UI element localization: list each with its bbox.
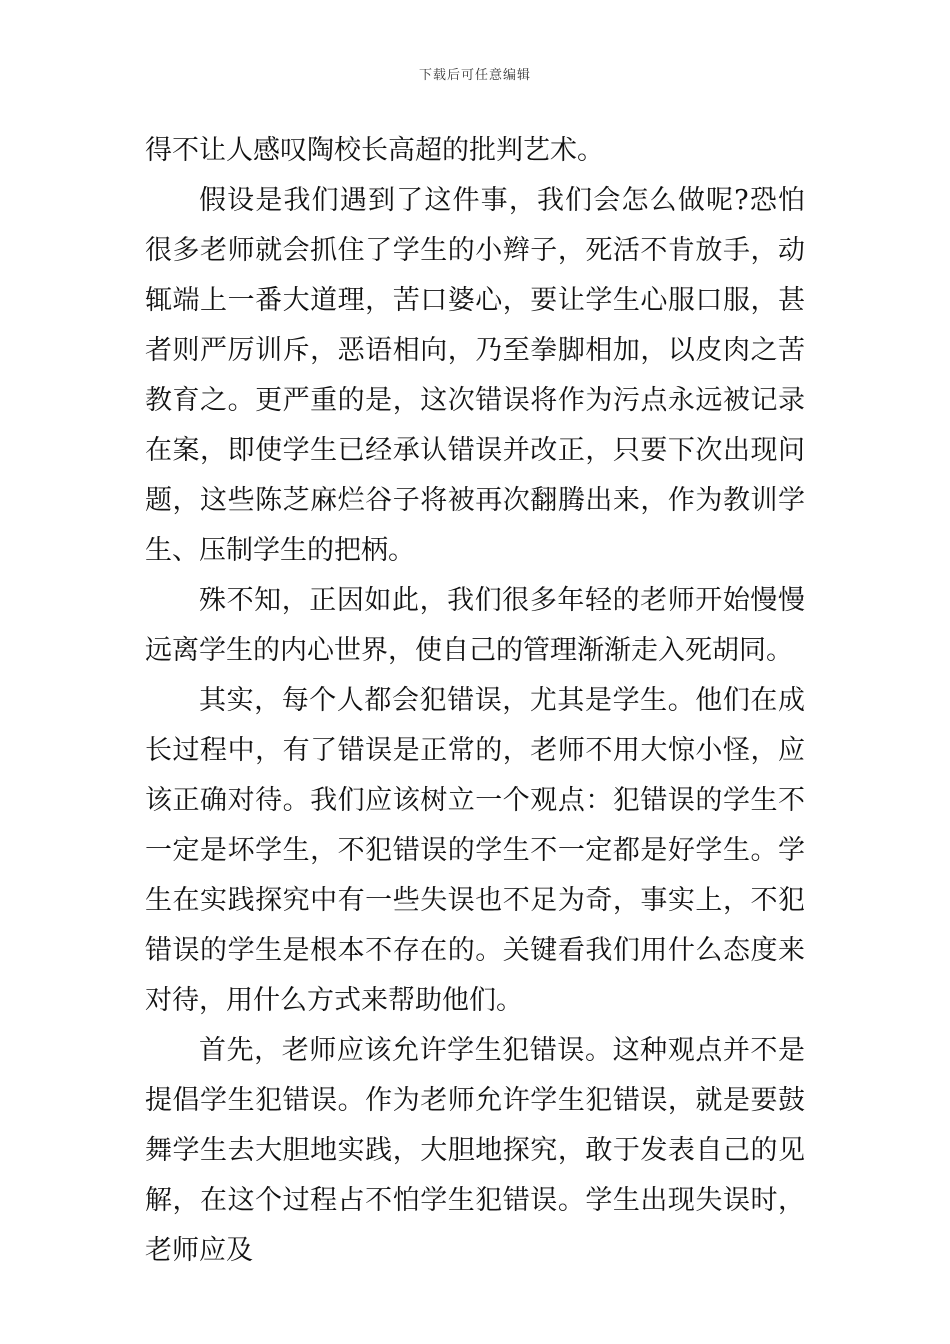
page-header-note: 下载后可任意编辑: [418, 68, 531, 83]
paragraph: 殊不知，正因如此，我们很多年轻的老师开始慢慢远离学生的内心世界，使自己的管理渐渐走入死胡同。: [145, 585, 805, 666]
paragraph: 首先，老师应该允许学生犯错误。这种观点并不是提倡学生犯错误。作为老师允许学生犯错误，就是要鼓舞学生去大胆地实践，大胆地探究，敢于发表自己的见解，在这个过程占不怕学生犯错误。学生出现失误时，老师应及: [145, 1035, 805, 1266]
paragraph-continued: 得不让人感叹陶校长高超的批判艺术。: [145, 135, 604, 166]
paragraph: 假设是我们遇到了这件事，我们会怎么做呢?恐怕很多老师就会抓住了学生的小辫子，死活不肯放手，动辄端上一番大道理，苦口婆心，要让学生心服口服，甚者则严厉训斥，恶语相向，乃至拳脚相加，以皮肉之苦教育之。更严重的是，这次错误将作为污点永远被记录在案，即使学生已经承认错误并改正，只要下次出现问题，这些陈芝麻烂谷子将被再次翻腾出来，作为教训学生、压制学生的把柄。: [145, 185, 805, 566]
paragraph: 其实，每个人都会犯错误，尤其是学生。他们在成长过程中，有了错误是正常的，老师不用大惊小怪，应该正确对待。我们应该树立一个观点：犯错误的学生不一定是坏学生，不犯错误的学生不一定都是好学生。学生在实践探究中有一些失误也不足为奇，事实上，不犯错误的学生是根本不存在的。关键看我们用什么态度来对待，用什么方式来帮助他们。: [145, 685, 805, 1016]
document-body: [145, 126, 805, 1276]
